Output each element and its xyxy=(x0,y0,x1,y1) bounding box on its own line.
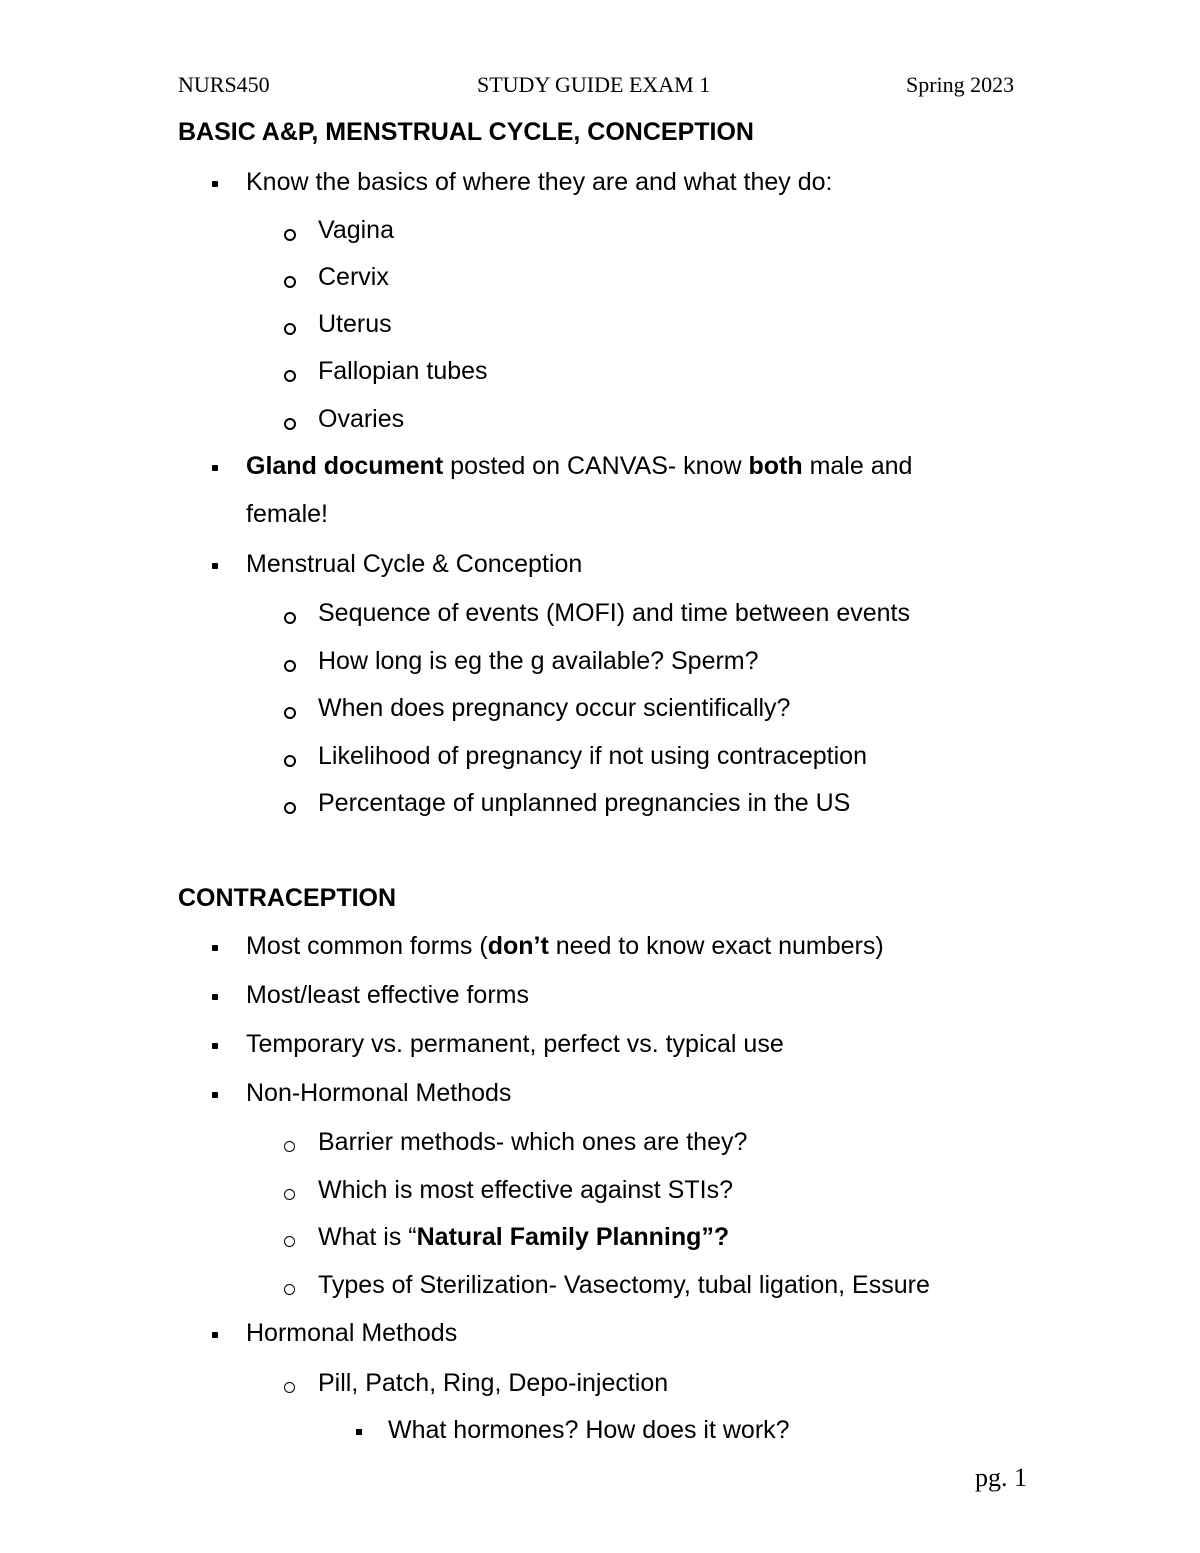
list-item: Cervix xyxy=(318,263,389,291)
text: What is “ xyxy=(318,1223,417,1251)
bullet-circle-icon xyxy=(284,802,296,814)
text: Most common forms ( xyxy=(246,932,488,960)
text: male and xyxy=(802,452,913,480)
bullet-dot-icon xyxy=(212,1092,218,1098)
list-item: Which is most effective against STIs? xyxy=(318,1176,733,1204)
list-item-gland-document xyxy=(246,452,912,481)
bullet-dot-icon xyxy=(212,465,218,471)
list-item: Know the basics of where they are and what they do: xyxy=(246,168,833,196)
list-item: Temporary vs. permanent, perfect vs. typical use xyxy=(246,1030,784,1058)
bullet-dot-icon xyxy=(212,1043,218,1049)
bullet-dot-icon xyxy=(212,563,218,569)
bullet-circle-icon xyxy=(284,1141,295,1152)
bullet-dot-icon xyxy=(212,994,218,1000)
bullet-circle-icon xyxy=(284,323,296,335)
bold-text: both xyxy=(748,452,803,480)
list-item: Menstrual Cycle & Conception xyxy=(246,550,583,578)
list-item: Likelihood of pregnancy if not using contraception xyxy=(318,742,867,770)
list-item: Types of Sterilization- Vasectomy, tubal ligation, Essure xyxy=(318,1271,930,1299)
list-item: Vagina xyxy=(318,216,394,244)
list-item: Pill, Patch, Ring, Depo-injection xyxy=(318,1369,669,1397)
list-item-natural-family-planning xyxy=(318,1223,729,1252)
bullet-circle-icon xyxy=(284,660,296,672)
list-item: Hormonal Methods xyxy=(246,1319,458,1347)
bullet-circle-icon xyxy=(284,612,296,624)
bullet-dot-icon xyxy=(212,181,218,187)
list-item: Uterus xyxy=(318,310,392,338)
bullet-circle-icon xyxy=(284,276,296,288)
bullet-square-icon xyxy=(356,1429,362,1435)
text: need to know exact numbers) xyxy=(548,932,884,960)
bullet-circle-icon xyxy=(284,1382,295,1393)
list-item: Ovaries xyxy=(318,405,405,433)
bold-text: Gland document xyxy=(246,452,444,480)
document-title: STUDY GUIDE EXAM 1 xyxy=(477,72,711,97)
bullet-circle-icon xyxy=(284,707,296,719)
bullet-circle-icon xyxy=(284,370,296,382)
list-item-common-forms xyxy=(246,932,884,961)
list-item-continuation: female! xyxy=(246,500,328,528)
list-item: Most/least effective forms xyxy=(246,981,529,1009)
bullet-circle-icon xyxy=(284,1284,295,1295)
bullet-circle-icon xyxy=(284,1236,295,1247)
list-item: Barrier methods- which ones are they? xyxy=(318,1128,748,1156)
section-heading-contraception: CONTRACEPTION xyxy=(178,884,397,912)
term: Spring 2023 xyxy=(906,72,1015,97)
list-item: Percentage of unplanned pregnancies in the US xyxy=(318,789,851,817)
bullet-dot-icon xyxy=(212,945,218,951)
page-number: pg. 1 xyxy=(975,1463,1027,1492)
course-code: NURS450 xyxy=(178,72,270,97)
bold-text: Natural Family Planning”? xyxy=(416,1223,730,1251)
section-heading-anatomy: BASIC A&P, MENSTRUAL CYCLE, CONCEPTION xyxy=(178,118,754,146)
bullet-dot-icon xyxy=(212,1332,218,1338)
list-item: Non-Hormonal Methods xyxy=(246,1079,512,1107)
bullet-circle-icon xyxy=(284,418,296,430)
list-item: When does pregnancy occur scientifically? xyxy=(318,694,791,722)
list-item: How long is eg the g available? Sperm? xyxy=(318,647,759,675)
list-item: Sequence of events (MOFI) and time between events xyxy=(318,599,910,627)
bullet-circle-icon xyxy=(284,1189,295,1200)
list-item: What hormones? How does it work? xyxy=(388,1416,790,1444)
text: posted on CANVAS- know xyxy=(443,452,749,480)
bold-text: don’t xyxy=(487,932,549,960)
bullet-circle-icon xyxy=(284,229,296,241)
bullet-circle-icon xyxy=(284,755,296,767)
list-item: Fallopian tubes xyxy=(318,357,488,385)
